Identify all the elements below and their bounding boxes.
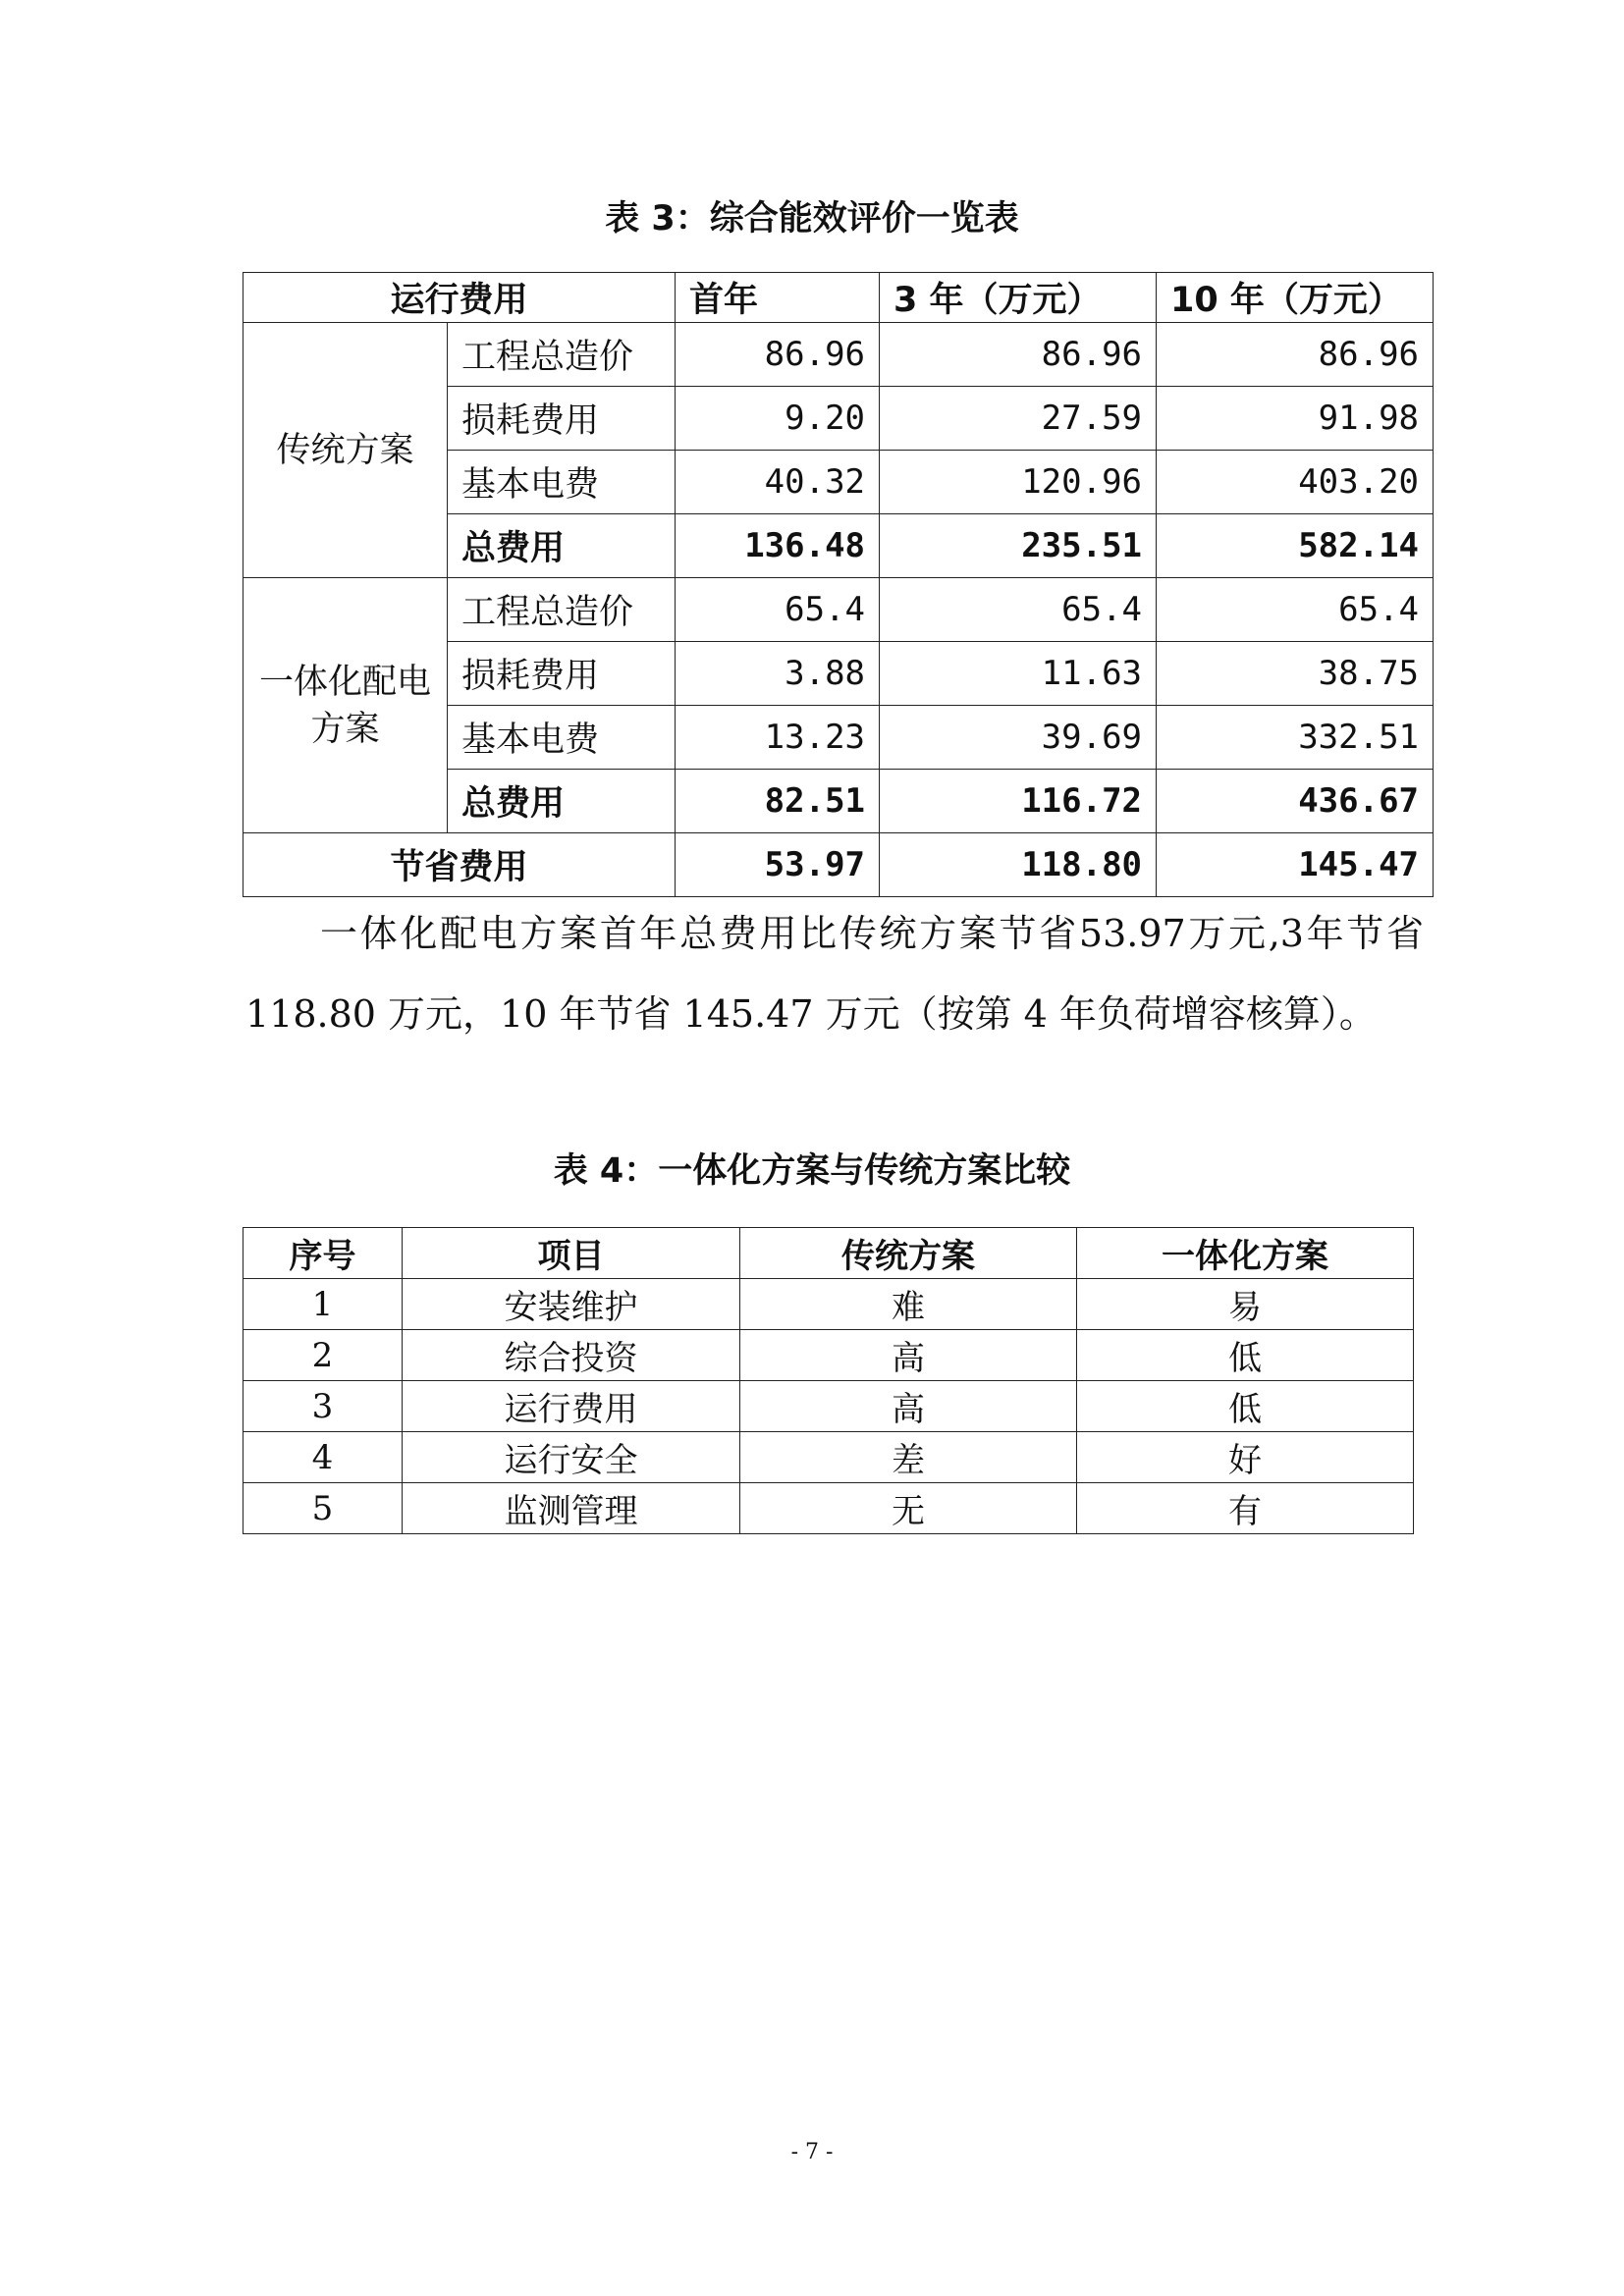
value-cell: 9.20 [676, 387, 880, 451]
index-cell: 1 [244, 1279, 403, 1330]
row-label: 基本电费 [448, 706, 676, 770]
value-cell: 86.96 [880, 323, 1157, 387]
value-cell: 86.96 [1157, 323, 1434, 387]
table-row [244, 578, 1434, 642]
index-cell: 2 [244, 1330, 403, 1381]
total-value-cell: 82.51 [676, 770, 880, 833]
item-cell: 运行费用 [403, 1381, 740, 1432]
total-value-cell: 582.14 [1157, 514, 1434, 578]
table-row-savings [244, 833, 1434, 897]
savings-label: 节省费用 [244, 833, 676, 897]
index-cell: 3 [244, 1381, 403, 1432]
row-label-total: 总费用 [448, 514, 676, 578]
value-cell: 11.63 [880, 642, 1157, 706]
savings-value-cell: 118.80 [880, 833, 1157, 897]
scheme-comparison-table [243, 1227, 1414, 1534]
row-label: 损耗费用 [448, 387, 676, 451]
table-row [244, 1330, 1414, 1381]
value-cell: 120.96 [880, 451, 1157, 514]
value-cell: 65.4 [1157, 578, 1434, 642]
integrated-cell: 好 [1077, 1432, 1414, 1483]
item-cell: 安装维护 [403, 1279, 740, 1330]
row-label-total: 总费用 [448, 770, 676, 833]
table-row [244, 1483, 1414, 1534]
value-cell: 332.51 [1157, 706, 1434, 770]
index-cell: 5 [244, 1483, 403, 1534]
value-cell: 39.69 [880, 706, 1157, 770]
group-label-integrated: 一体化配电方案 [244, 578, 448, 833]
integrated-cell: 低 [1077, 1381, 1414, 1432]
row-label: 损耗费用 [448, 642, 676, 706]
traditional-cell: 高 [740, 1381, 1077, 1432]
body-paragraph: 一体化配电方案首年总费用比传统方案节省53.97万元,3年节省 118.80 万元，10 年节省 145.47 万元（按第 4 年负荷增容核算）。 [245, 912, 1424, 1036]
item-cell: 综合投资 [403, 1330, 740, 1381]
page-number: - 7 - [790, 2140, 834, 2164]
traditional-cell: 难 [740, 1279, 1077, 1330]
traditional-cell: 高 [740, 1330, 1077, 1381]
index-cell: 4 [244, 1432, 403, 1483]
value-cell: 65.4 [676, 578, 880, 642]
table-row [244, 323, 1434, 387]
value-cell: 91.98 [1157, 387, 1434, 451]
traditional-cell: 差 [740, 1432, 1077, 1483]
savings-value-cell: 53.97 [676, 833, 880, 897]
traditional-cell: 无 [740, 1483, 1077, 1534]
value-cell: 38.75 [1157, 642, 1434, 706]
row-label: 基本电费 [448, 451, 676, 514]
value-cell: 3.88 [676, 642, 880, 706]
header-cell-3-years: 3 年（万元） [880, 273, 1157, 323]
header-cell-10-years: 10 年（万元） [1157, 273, 1434, 323]
item-cell: 运行安全 [403, 1432, 740, 1483]
table-row [244, 1279, 1414, 1330]
energy-efficiency-table [243, 272, 1434, 897]
row-label: 工程总造价 [448, 578, 676, 642]
integrated-cell: 有 [1077, 1483, 1414, 1534]
header-cell-item: 项目 [403, 1228, 740, 1279]
total-value-cell: 436.67 [1157, 770, 1434, 833]
header-cell-index: 序号 [244, 1228, 403, 1279]
total-value-cell: 235.51 [880, 514, 1157, 578]
header-cell-first-year: 首年 [676, 273, 880, 323]
total-value-cell: 136.48 [676, 514, 880, 578]
integrated-cell: 易 [1077, 1279, 1414, 1330]
header-cell-operating-cost: 运行费用 [244, 273, 676, 323]
value-cell: 403.20 [1157, 451, 1434, 514]
table4-caption: 表 4：一体化方案与传统方案比较 [553, 1151, 1071, 1191]
table4-header-row [244, 1228, 1414, 1279]
value-cell: 13.23 [676, 706, 880, 770]
value-cell: 65.4 [880, 578, 1157, 642]
group-label-traditional: 传统方案 [244, 323, 448, 578]
table-row [244, 1381, 1414, 1432]
savings-value-cell: 145.47 [1157, 833, 1434, 897]
total-value-cell: 116.72 [880, 770, 1157, 833]
value-cell: 40.32 [676, 451, 880, 514]
header-cell-integrated: 一体化方案 [1077, 1228, 1414, 1279]
value-cell: 86.96 [676, 323, 880, 387]
table3-caption: 表 3：综合能效评价一览表 [605, 199, 1019, 239]
integrated-cell: 低 [1077, 1330, 1414, 1381]
table-row [244, 1432, 1414, 1483]
value-cell: 27.59 [880, 387, 1157, 451]
header-cell-traditional: 传统方案 [740, 1228, 1077, 1279]
table3-header-row [244, 273, 1434, 323]
row-label: 工程总造价 [448, 323, 676, 387]
item-cell: 监测管理 [403, 1483, 740, 1534]
